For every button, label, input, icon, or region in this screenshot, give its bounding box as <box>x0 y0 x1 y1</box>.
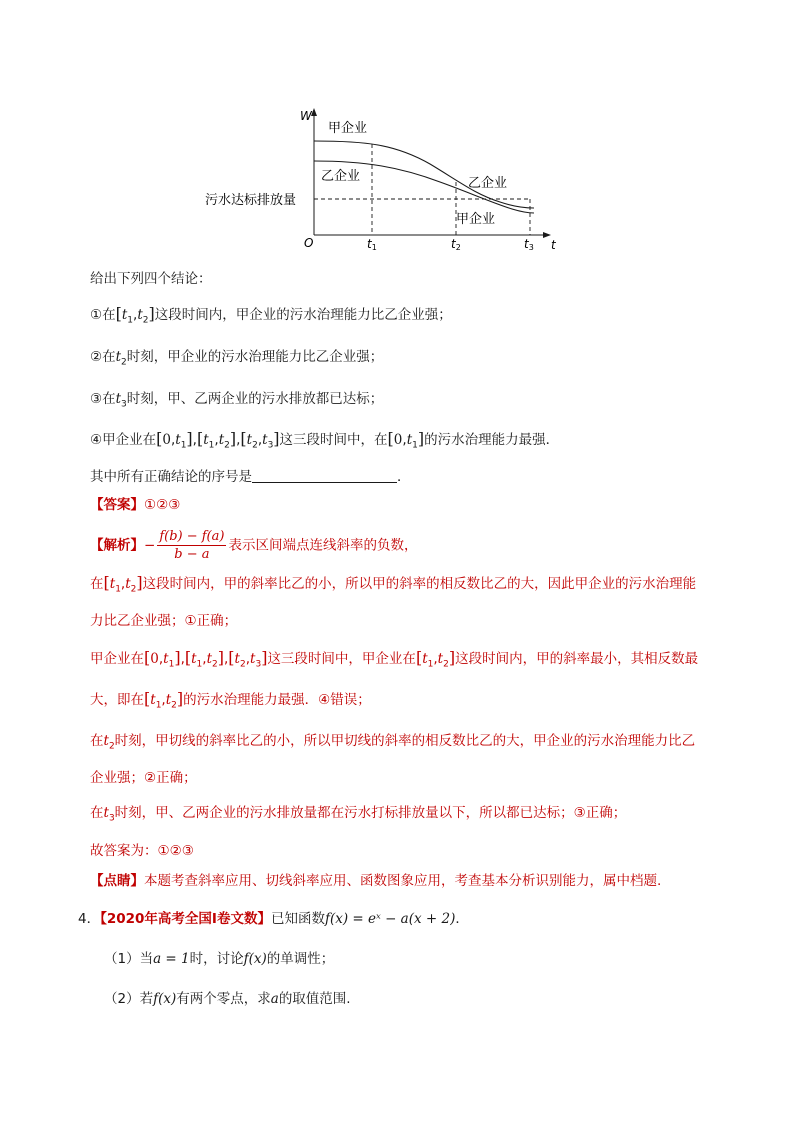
analysis-line-9: 故答案为：①②③ <box>90 843 194 859</box>
origin-label: O <box>304 236 314 250</box>
question-prompt: 其中所有正确结论的序号是 ． <box>90 469 411 485</box>
question-intro: 给出下列四个结论： <box>90 271 212 287</box>
label-jia-right: 甲企业 <box>456 212 496 227</box>
x-axis-label: t <box>551 238 556 252</box>
answer-tag: 【答案】 <box>90 497 144 513</box>
analysis-line-5: 大，即在$[t_1,t_2]$的污水治理能力最强．④错误； <box>90 689 371 711</box>
tick-t2: t2 <box>451 237 461 252</box>
answer-line <box>90 496 180 514</box>
y-axis-label: W <box>300 109 312 123</box>
conclusion-2: ②在$t_2$时刻，甲企业的污水治理能力比乙企业强； <box>90 349 384 368</box>
conclusion-1: ①在$[t_1,t_2]$这段时间内，甲企业的污水治理能力比乙企业强； <box>90 304 452 326</box>
tick-t1: t1 <box>367 237 377 252</box>
analysis-line-1: 【解析】− $\frac{f(b) - f(a)}{b - a}$ 表示区间端点连线斜率的负数， <box>90 529 418 562</box>
analysis-line-7: 企业强；②正确； <box>90 770 197 786</box>
answer-blank <box>252 468 397 483</box>
conclusion-4: ④甲企业在$[0,t_1],[t_1,t_2],[t_2,t_3]$这三段时间中，在$[0,t_1]$的污水治理能力最强． <box>90 429 560 451</box>
analysis-tag: 【解析】 <box>90 537 144 554</box>
problem-4-stem: 4．【2020年高考全国Ⅰ卷文数】已知函数f(x) = eˣ − a(x + 2)． <box>78 911 469 927</box>
y-axis-arrow <box>311 108 317 116</box>
analysis-fraction: $\frac{f(b) - f(a)}{b - a}$ <box>159 529 225 562</box>
pollution-figure <box>200 102 570 254</box>
analysis-line-8: 在$t_3$时刻，甲、乙两企业的污水排放量都在污水打标排放量以下，所以都已达标；③正确； <box>90 805 627 824</box>
analysis-line-2: 在$[t_1,t_2]$这段时间内，甲的斜率比乙的小，所以甲的斜率的相反数比乙的大，因此甲企业的污水治理能 <box>90 573 697 595</box>
problem-4-source: 【2020年高考全国Ⅰ卷文数】 <box>100 911 271 927</box>
problem-4-part-1: （1）当a = 1时，讨论f(x)的单调性； <box>104 951 335 967</box>
label-standard: 污水达标排放量 <box>205 193 297 208</box>
analysis-line-6: 在$t_2$时刻，甲切线的斜率比乙的小，所以甲切线的斜率的相反数比乙的大，甲企业的污水治理能力比乙 <box>90 733 696 752</box>
conclusion-3: ③在$t_3$时刻，甲、乙两企业的污水排放都已达标； <box>90 391 384 410</box>
x-axis-arrow <box>543 232 551 238</box>
problem-4-part-2: （2）若f(x)有两个零点，求a的取值范围. <box>104 991 351 1007</box>
pollution-graph-svg <box>200 102 570 254</box>
label-jia-top: 甲企业 <box>328 121 368 136</box>
comment-line: 【点睛】本题考查斜率应用、切线斜率应用、函数图象应用，考查基本分析识别能力，属中档题. <box>90 873 662 889</box>
analysis-line-4: 甲企业在$[0,t_1],[t_1,t_2],[t_2,t_3]$这三段时间中，甲企业在$[t_1,t_2]$这段时间内，甲的斜率最小，其相反数最 <box>90 648 699 670</box>
tick-t3: t3 <box>524 237 534 252</box>
comment-tag: 【点睛】 <box>90 873 144 889</box>
label-yi-top: 乙企业 <box>321 169 361 184</box>
analysis-line-3: 力比乙企业强；①正确； <box>90 613 238 629</box>
label-yi-right: 乙企业 <box>468 176 508 191</box>
answer-value: ①②③ <box>144 497 181 513</box>
